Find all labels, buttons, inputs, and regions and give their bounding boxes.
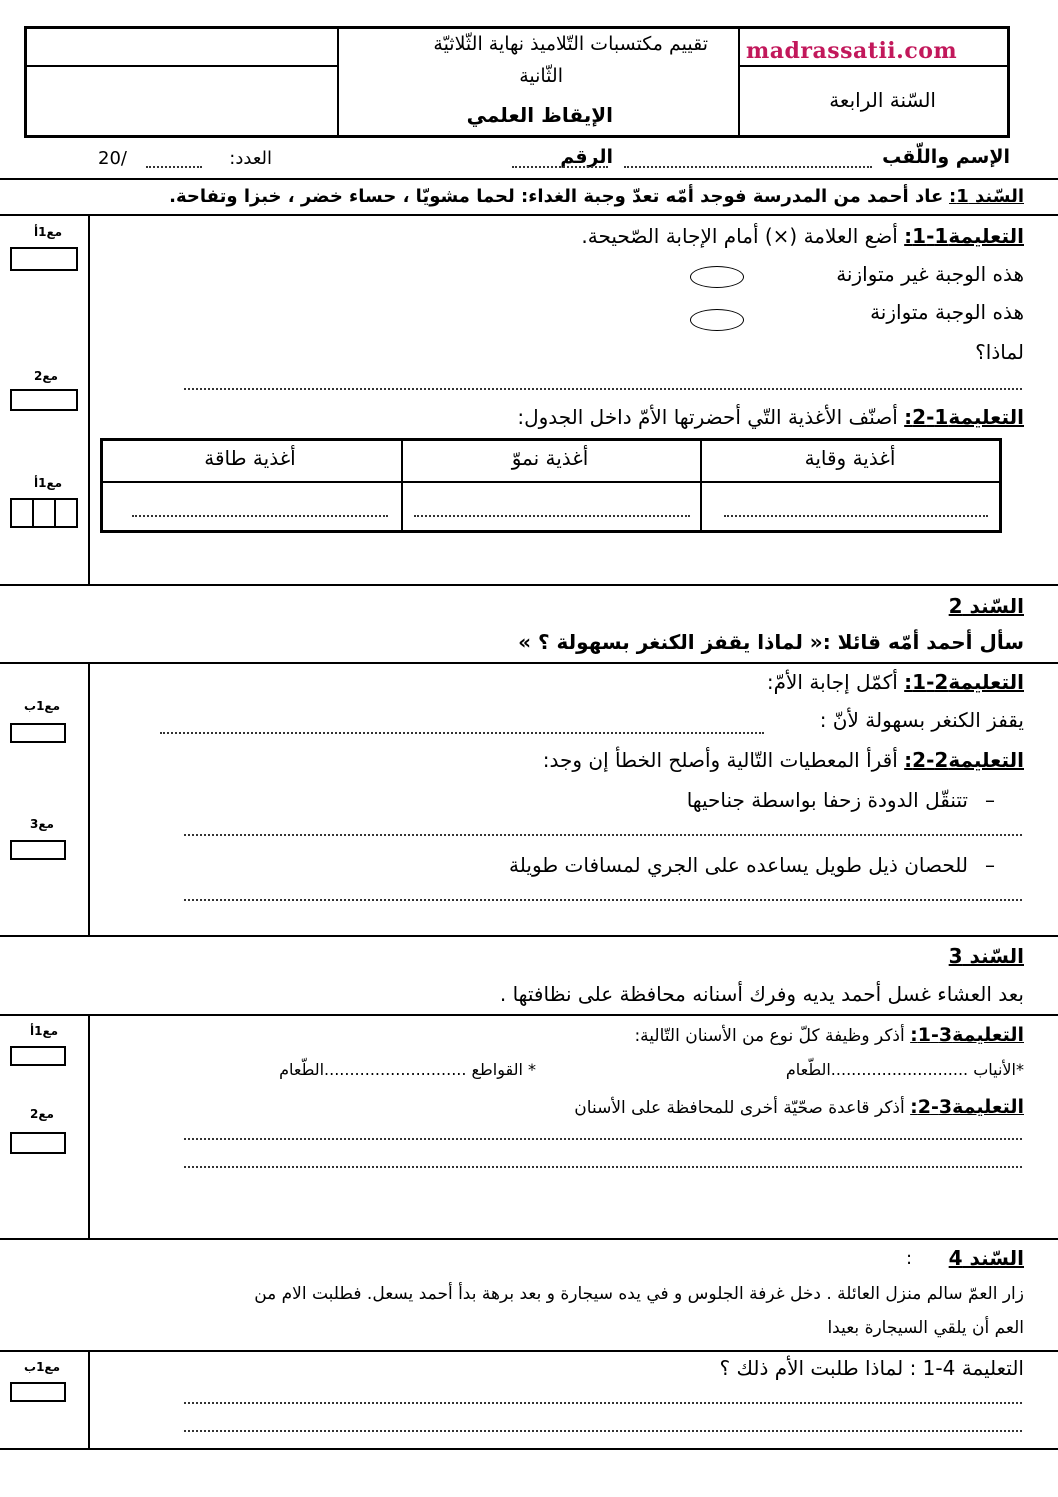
- site-watermark: madrassatii.com: [746, 38, 958, 64]
- level-label: السّنة الرابعة: [829, 88, 936, 112]
- rule-answer-line-2[interactable]: [184, 1166, 1022, 1168]
- section1-text: [169, 186, 1024, 207]
- answer-kangaroo: يقفز الكنغر بسهولة لأنّ :: [819, 708, 1024, 732]
- section4-colon: :: [906, 1248, 913, 1269]
- correction-line-1[interactable]: [184, 834, 1022, 836]
- rule-answer-line-1[interactable]: [184, 1138, 1022, 1140]
- mark-1-2: مع2: [34, 369, 58, 383]
- section1-label: السّند 1:: [949, 186, 1024, 207]
- score-box-1-2[interactable]: [10, 389, 78, 411]
- incisors-item[interactable]: * القواطع ............................الطّعام: [279, 1060, 536, 1079]
- section3-text: بعد العشاء غسل أحمد يديه وفرك أسنانه محافظة على نظافتها .: [499, 982, 1024, 1006]
- section3-label: السّند 3: [948, 944, 1024, 968]
- name-field[interactable]: [624, 166, 872, 168]
- option-unbalanced-oval[interactable]: [690, 266, 744, 288]
- margin-divider-3: [88, 1014, 90, 1238]
- answer-kangaroo-line[interactable]: [160, 732, 764, 734]
- why-label: لماذا؟: [975, 340, 1024, 364]
- score-box-4-1[interactable]: [10, 1382, 66, 1402]
- section4-label: السّند 4: [948, 1246, 1024, 1270]
- subject-title: الإيقاظ العلمي: [466, 103, 613, 127]
- grade-label: العدد:: [229, 148, 272, 169]
- section4-text-line2: العم أن يلقي السيجارة بعيدا: [827, 1318, 1024, 1338]
- instruction-1-1: [581, 224, 1024, 248]
- table-cell-growth[interactable]: [414, 515, 690, 517]
- statement-horse: للحصان ذيل طويل يساعده على الجري لمسافات طويلة: [509, 853, 968, 877]
- score-box-3-1[interactable]: [10, 1046, 66, 1066]
- margin-divider-2: [88, 662, 90, 935]
- instruction-4-1-label: التعليمة 4-1 :: [909, 1356, 1024, 1380]
- table-header-energy: أغذية طاقة: [204, 446, 296, 470]
- bullet-2: –: [985, 853, 995, 877]
- answer-4-line-2[interactable]: [184, 1430, 1022, 1432]
- instruction-1-2-label: التعليمة1-2:: [904, 405, 1024, 429]
- score-box-1-1[interactable]: [10, 247, 78, 271]
- name-label: الإسم واللّقب: [882, 146, 1010, 168]
- instruction-3-1: [634, 1024, 1024, 1046]
- instruction-2-1: [767, 670, 1024, 694]
- instruction-3-1-label: التعليمة3-1:: [910, 1024, 1024, 1046]
- statement-worm: تتنقّل الدودة زحفا بواسطة جناحيها: [686, 788, 968, 812]
- instruction-1-1-label: التعليمة1-1:: [904, 224, 1024, 248]
- mark-2-1: مع1ب: [24, 699, 61, 713]
- mark-1-1: مع1أ: [34, 225, 63, 239]
- canines-item[interactable]: *الأنياب ...........................الطّعام: [785, 1060, 1024, 1079]
- instruction-2-2-label: التعليمة2-2:: [904, 748, 1024, 772]
- score-box-2-2[interactable]: [10, 840, 66, 860]
- table-header-protection: أغذية وقاية: [804, 446, 896, 470]
- option-unbalanced: هذه الوجبة غير متوازنة: [836, 262, 1024, 286]
- instruction-2-2-text: أقرأ المعطيات التّالية وأصلح الخطأ إن وجد:: [542, 748, 898, 772]
- instruction-4-1: [720, 1356, 1024, 1380]
- mark-3-1: مع1أ: [30, 1024, 59, 1038]
- exam-title-line1: تقييم مكتسبات التّلاميذ نهاية الثّلاثيّة: [433, 33, 708, 55]
- score-box-3-2[interactable]: [10, 1132, 66, 1154]
- option-balanced-oval[interactable]: [690, 309, 744, 331]
- section4-text-line1: زار العمّ سالم منزل العائلة . دخل غرفة الجلوس و في يده سيجارة و بعد برهة بدأ أحمد يسعل. فطلبت الام من: [254, 1284, 1024, 1304]
- score-box-2-1[interactable]: [10, 723, 66, 743]
- bullet-1: –: [985, 788, 995, 812]
- instruction-1-2-text: أصنّف الأغذية التّي أحضرتها الأمّ داخل الجدول:: [517, 405, 898, 429]
- instruction-2-2: [543, 748, 1024, 772]
- section2-label: السّند 2: [948, 594, 1024, 618]
- instruction-4-1-text: لماذا طلبت الأم ذلك ؟: [719, 1356, 904, 1380]
- instruction-3-1-text: أذكر وظيفة كلّ نوع من الأسنان التّالية:: [634, 1026, 905, 1046]
- score-box-1-3[interactable]: [10, 498, 78, 528]
- mark-4-1: مع1ب: [24, 1360, 61, 1374]
- mark-3-2: مع2: [30, 1107, 54, 1121]
- instruction-2-1-label: التعليمة2-1:: [904, 670, 1024, 694]
- section2-text: سأل أحمد أمّه قائلا :« لماذا يقفز الكنغر بسهولة ؟ »: [518, 630, 1024, 654]
- answer-4-line-1[interactable]: [184, 1402, 1022, 1404]
- table-cell-energy[interactable]: [132, 515, 388, 517]
- table-header-growth: أغذية نموّ: [511, 446, 589, 470]
- option-balanced: هذه الوجبة متوازنة: [870, 300, 1024, 324]
- margin-divider-1: [88, 214, 90, 584]
- number-field[interactable]: [512, 166, 608, 168]
- exam-title-line2: الثّانية: [519, 65, 563, 87]
- instruction-1-2: [517, 405, 1024, 429]
- correction-line-2[interactable]: [184, 899, 1022, 901]
- section1-body: عاد أحمد من المدرسة فوجد أمّه تعدّ وجبة الغداء: لحما مشويّا ، حساء خضر ، خبزا وتفاحة.: [169, 186, 944, 207]
- instruction-1-1-text: أضع العلامة (×) أمام الإجابة الصّحيحة.: [581, 224, 898, 248]
- grade-total: 20/: [98, 148, 127, 169]
- mark-1-3: مع1أ: [34, 476, 63, 490]
- why-answer-line[interactable]: [184, 388, 1022, 390]
- instruction-3-2-text: أذكر قاعدة صحّيّة أخرى للمحافظة على الأسنان: [574, 1098, 905, 1118]
- instruction-2-1-text: أكمّل إجابة الأمّ:: [766, 670, 898, 694]
- mark-2-2: مع3: [30, 817, 54, 831]
- grade-field[interactable]: [146, 166, 202, 168]
- instruction-3-2-label: التعليمة3-2:: [910, 1096, 1024, 1118]
- table-cell-protection[interactable]: [724, 515, 988, 517]
- instruction-3-2: [574, 1096, 1024, 1118]
- number-label: الرقم: [560, 146, 613, 168]
- margin-divider-4: [88, 1350, 90, 1448]
